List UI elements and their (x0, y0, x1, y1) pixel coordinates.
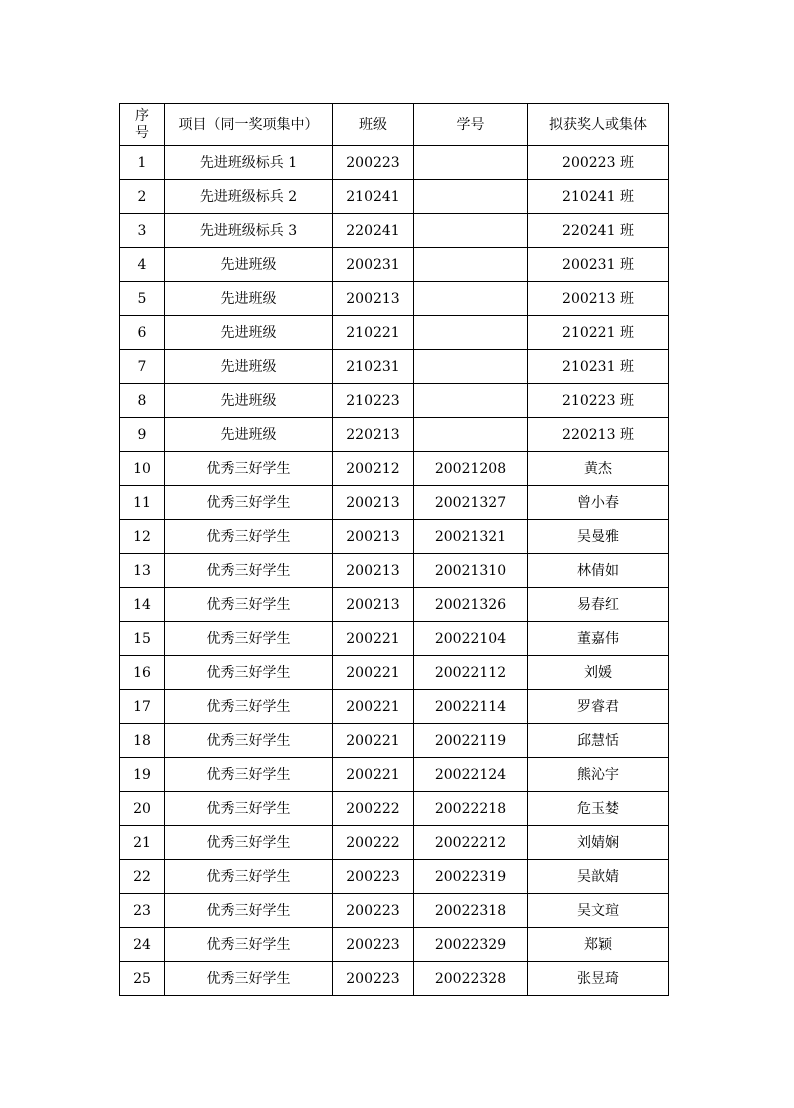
table-row (120, 656, 669, 690)
table-row (120, 826, 669, 860)
cell-class: 200223 (333, 928, 414, 962)
header-row (120, 104, 669, 146)
cell-student-id: 20022114 (414, 690, 528, 724)
cell-class: 200223 (333, 962, 414, 996)
cell-recipient: 吴曼雅 (528, 520, 669, 554)
header-seq (120, 104, 165, 146)
cell-class: 200221 (333, 690, 414, 724)
cell-student-id: 20022104 (414, 622, 528, 656)
cell-class: 200213 (333, 588, 414, 622)
cell-seq: 23 (120, 894, 165, 928)
cell-item: 先进班级 (165, 316, 333, 350)
cell-seq: 7 (120, 350, 165, 384)
cell-seq: 9 (120, 418, 165, 452)
cell-class: 200213 (333, 486, 414, 520)
cell-seq: 21 (120, 826, 165, 860)
cell-seq: 22 (120, 860, 165, 894)
table-row (120, 860, 669, 894)
table-row (120, 690, 669, 724)
cell-student-id (414, 146, 528, 180)
cell-recipient: 危玉婪 (528, 792, 669, 826)
cell-seq: 2 (120, 180, 165, 214)
cell-item: 优秀三好学生 (165, 690, 333, 724)
cell-class: 200213 (333, 554, 414, 588)
table-row (120, 792, 669, 826)
cell-item: 优秀三好学生 (165, 792, 333, 826)
cell-class: 200213 (333, 282, 414, 316)
cell-item: 优秀三好学生 (165, 656, 333, 690)
table-row (120, 452, 669, 486)
cell-seq: 8 (120, 384, 165, 418)
cell-seq: 1 (120, 146, 165, 180)
cell-item: 优秀三好学生 (165, 962, 333, 996)
table-row (120, 316, 669, 350)
cell-item: 优秀三好学生 (165, 758, 333, 792)
cell-student-id: 20022124 (414, 758, 528, 792)
header-recipient: 拟获奖人或集体 (528, 104, 669, 146)
cell-class: 200223 (333, 894, 414, 928)
cell-student-id: 20022112 (414, 656, 528, 690)
cell-item: 优秀三好学生 (165, 826, 333, 860)
table-body (120, 146, 669, 996)
cell-class: 200223 (333, 146, 414, 180)
cell-recipient: 210221 班 (528, 316, 669, 350)
header-seq-label: 序号 (134, 107, 149, 141)
cell-student-id (414, 180, 528, 214)
cell-class: 210231 (333, 350, 414, 384)
cell-student-id (414, 282, 528, 316)
cell-student-id: 20021321 (414, 520, 528, 554)
cell-seq: 5 (120, 282, 165, 316)
cell-item: 优秀三好学生 (165, 486, 333, 520)
cell-recipient: 董嘉伟 (528, 622, 669, 656)
cell-student-id: 20021310 (414, 554, 528, 588)
cell-seq: 19 (120, 758, 165, 792)
cell-student-id: 20022329 (414, 928, 528, 962)
cell-recipient: 熊沁宇 (528, 758, 669, 792)
cell-item: 优秀三好学生 (165, 554, 333, 588)
award-table (119, 103, 669, 996)
table-row (120, 588, 669, 622)
cell-class: 200221 (333, 758, 414, 792)
table-row (120, 928, 669, 962)
cell-class: 210223 (333, 384, 414, 418)
cell-recipient: 210223 班 (528, 384, 669, 418)
cell-recipient: 吴歆婧 (528, 860, 669, 894)
cell-item: 优秀三好学生 (165, 928, 333, 962)
cell-class: 210241 (333, 180, 414, 214)
cell-recipient: 黄杰 (528, 452, 669, 486)
table-row (120, 180, 669, 214)
cell-item: 先进班级标兵 2 (165, 180, 333, 214)
cell-item: 优秀三好学生 (165, 622, 333, 656)
cell-seq: 15 (120, 622, 165, 656)
table-row (120, 248, 669, 282)
cell-student-id: 20021327 (414, 486, 528, 520)
cell-recipient: 210241 班 (528, 180, 669, 214)
cell-recipient: 易春红 (528, 588, 669, 622)
cell-seq: 16 (120, 656, 165, 690)
cell-class: 220213 (333, 418, 414, 452)
cell-recipient: 200213 班 (528, 282, 669, 316)
cell-class: 210221 (333, 316, 414, 350)
table-row (120, 962, 669, 996)
cell-recipient: 210231 班 (528, 350, 669, 384)
cell-item: 优秀三好学生 (165, 860, 333, 894)
cell-recipient: 邱慧恬 (528, 724, 669, 758)
cell-student-id: 20022218 (414, 792, 528, 826)
cell-class: 200221 (333, 622, 414, 656)
cell-item: 先进班级 (165, 282, 333, 316)
table-row (120, 894, 669, 928)
cell-recipient: 220241 班 (528, 214, 669, 248)
table-row (120, 146, 669, 180)
cell-student-id: 20022119 (414, 724, 528, 758)
cell-student-id (414, 214, 528, 248)
cell-seq: 20 (120, 792, 165, 826)
cell-student-id: 20022319 (414, 860, 528, 894)
table-row (120, 214, 669, 248)
cell-student-id: 20021326 (414, 588, 528, 622)
cell-seq: 14 (120, 588, 165, 622)
cell-item: 优秀三好学生 (165, 452, 333, 486)
table-row (120, 520, 669, 554)
cell-seq: 3 (120, 214, 165, 248)
cell-class: 200212 (333, 452, 414, 486)
cell-student-id: 20022328 (414, 962, 528, 996)
cell-recipient: 吴文瑄 (528, 894, 669, 928)
header-item: 项目（同一奖项集中） (165, 104, 333, 146)
cell-class: 200222 (333, 826, 414, 860)
cell-recipient: 曾小春 (528, 486, 669, 520)
cell-item: 优秀三好学生 (165, 894, 333, 928)
cell-seq: 17 (120, 690, 165, 724)
cell-recipient: 郑颖 (528, 928, 669, 962)
cell-item: 优秀三好学生 (165, 724, 333, 758)
cell-class: 200223 (333, 860, 414, 894)
cell-item: 优秀三好学生 (165, 520, 333, 554)
cell-class: 200222 (333, 792, 414, 826)
cell-recipient: 刘媛 (528, 656, 669, 690)
cell-seq: 4 (120, 248, 165, 282)
cell-item: 先进班级 (165, 350, 333, 384)
cell-student-id: 20022318 (414, 894, 528, 928)
table-row (120, 350, 669, 384)
cell-recipient: 220213 班 (528, 418, 669, 452)
table-header (120, 104, 669, 146)
cell-item: 先进班级标兵 3 (165, 214, 333, 248)
cell-seq: 12 (120, 520, 165, 554)
cell-seq: 13 (120, 554, 165, 588)
cell-item: 优秀三好学生 (165, 588, 333, 622)
cell-seq: 25 (120, 962, 165, 996)
cell-recipient: 200223 班 (528, 146, 669, 180)
cell-student-id: 20021208 (414, 452, 528, 486)
cell-recipient: 林倩如 (528, 554, 669, 588)
table-row (120, 282, 669, 316)
cell-student-id (414, 248, 528, 282)
cell-student-id (414, 418, 528, 452)
cell-seq: 24 (120, 928, 165, 962)
cell-recipient: 罗睿君 (528, 690, 669, 724)
cell-item: 先进班级 (165, 248, 333, 282)
table-row (120, 384, 669, 418)
header-class: 班级 (333, 104, 414, 146)
cell-class: 200221 (333, 656, 414, 690)
cell-class: 200221 (333, 724, 414, 758)
cell-student-id (414, 350, 528, 384)
cell-seq: 18 (120, 724, 165, 758)
table-row (120, 724, 669, 758)
table-row (120, 418, 669, 452)
header-student-id: 学号 (414, 104, 528, 146)
cell-recipient: 刘婧娴 (528, 826, 669, 860)
cell-seq: 10 (120, 452, 165, 486)
cell-student-id (414, 384, 528, 418)
cell-student-id: 20022212 (414, 826, 528, 860)
cell-student-id (414, 316, 528, 350)
cell-seq: 6 (120, 316, 165, 350)
cell-class: 200231 (333, 248, 414, 282)
cell-seq: 11 (120, 486, 165, 520)
table-row (120, 758, 669, 792)
cell-recipient: 200231 班 (528, 248, 669, 282)
cell-item: 先进班级 (165, 384, 333, 418)
cell-item: 先进班级 (165, 418, 333, 452)
cell-class: 200213 (333, 520, 414, 554)
cell-item: 先进班级标兵 1 (165, 146, 333, 180)
table-row (120, 554, 669, 588)
table-row (120, 486, 669, 520)
table-row (120, 622, 669, 656)
cell-class: 220241 (333, 214, 414, 248)
cell-recipient: 张昱琦 (528, 962, 669, 996)
